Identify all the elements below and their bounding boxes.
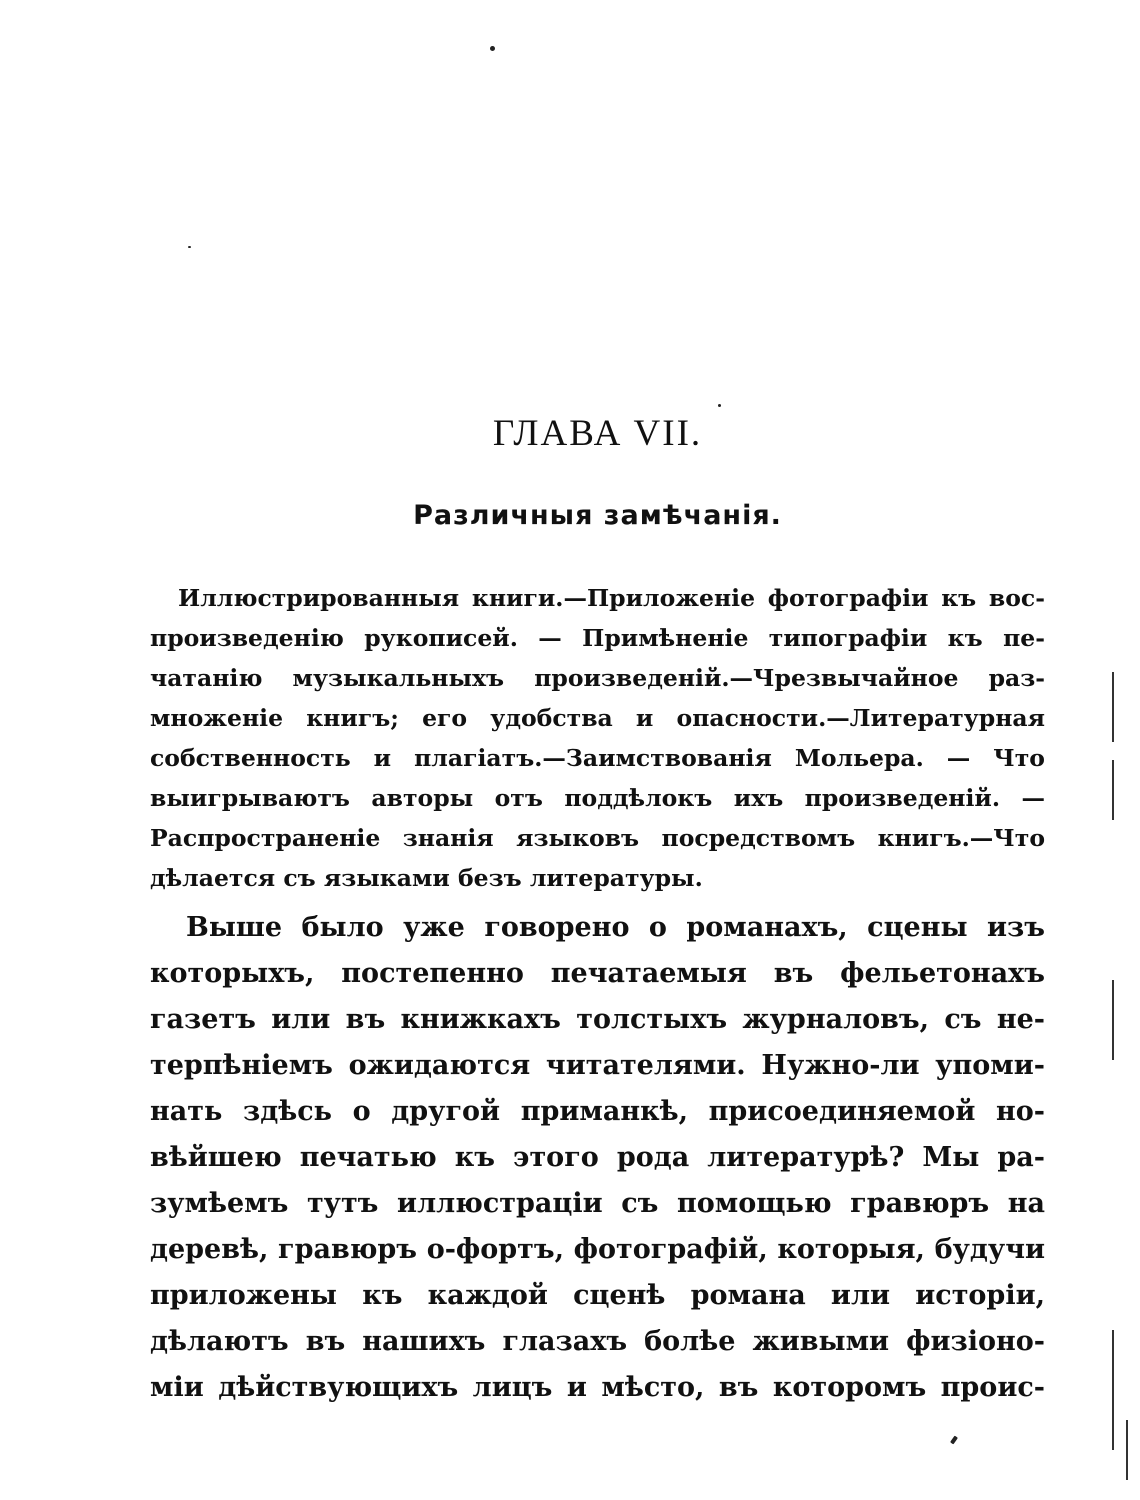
scan-speck bbox=[718, 404, 721, 407]
page-edge-mark bbox=[1112, 672, 1114, 742]
scan-speck bbox=[950, 1436, 958, 1445]
summary-line: множеніе книгъ; его удобства и опасности.—Литературная bbox=[150, 704, 1045, 732]
page-edge-mark bbox=[1112, 760, 1114, 820]
summary-line: выигрываютъ авторы отъ поддѣлокъ ихъ произведеній. — bbox=[150, 784, 1045, 812]
scan-speck bbox=[490, 46, 495, 51]
summary-line: дѣлается съ языками безъ литературы. bbox=[150, 864, 703, 892]
summary-line: произведенію рукописей. — Примѣненіе типографіи къ пе- bbox=[150, 624, 1045, 652]
body-line: приложены къ каждой сценѣ романа или исторіи, bbox=[150, 1280, 1045, 1311]
body-line: міи дѣйствующихъ лицъ и мѣсто, въ которомъ проис- bbox=[150, 1372, 1045, 1403]
page-edge-mark bbox=[1112, 980, 1114, 1060]
chapter-subtitle: Различныя замѣчанія. bbox=[413, 500, 782, 531]
body-line: вѣйшею печатью къ этого рода литературѣ? Мы ра- bbox=[150, 1142, 1045, 1173]
page-edge-mark bbox=[1112, 1330, 1114, 1450]
page-edge-mark bbox=[1126, 1420, 1128, 1480]
body-line: Выше было уже говорено о романахъ, сцены изъ bbox=[186, 912, 1045, 943]
summary-line: собственность и плагіатъ.—Заимствованія Мольера. — Что bbox=[150, 744, 1045, 772]
body-line: деревѣ, гравюръ о-фортъ, фотографій, которыя, будучи bbox=[150, 1234, 1045, 1265]
body-line: зумѣемъ тутъ иллюстраціи съ помощью гравюръ на bbox=[150, 1188, 1045, 1219]
body-line: газетъ или въ книжкахъ толстыхъ журналовъ, съ не- bbox=[150, 1004, 1045, 1035]
summary-line: Распространеніе знанія языковъ посредствомъ книгъ.—Что bbox=[150, 824, 1045, 852]
summary-line: Иллюстрированныя книги.—Приложеніе фотографіи къ вос- bbox=[178, 584, 1045, 612]
body-line: терпѣніемъ ожидаются читателями. Нужно-ли упоми- bbox=[150, 1050, 1045, 1081]
body-line: которыхъ, постепенно печатаемыя въ фельетонахъ bbox=[150, 958, 1045, 989]
body-line: дѣлаютъ въ нашихъ глазахъ болѣе живыми физіоно- bbox=[150, 1326, 1045, 1357]
chapter-title: ГЛАВА VII. bbox=[492, 413, 703, 454]
body-paragraph bbox=[150, 905, 1045, 1411]
body-line: нать здѣсь о другой приманкѣ, присоединяемой но- bbox=[150, 1096, 1045, 1127]
scan-speck bbox=[188, 246, 191, 248]
chapter-summary bbox=[150, 578, 1045, 898]
summary-line: чатанію музыкальныхъ произведеній.—Чрезвычайное раз- bbox=[150, 664, 1045, 692]
